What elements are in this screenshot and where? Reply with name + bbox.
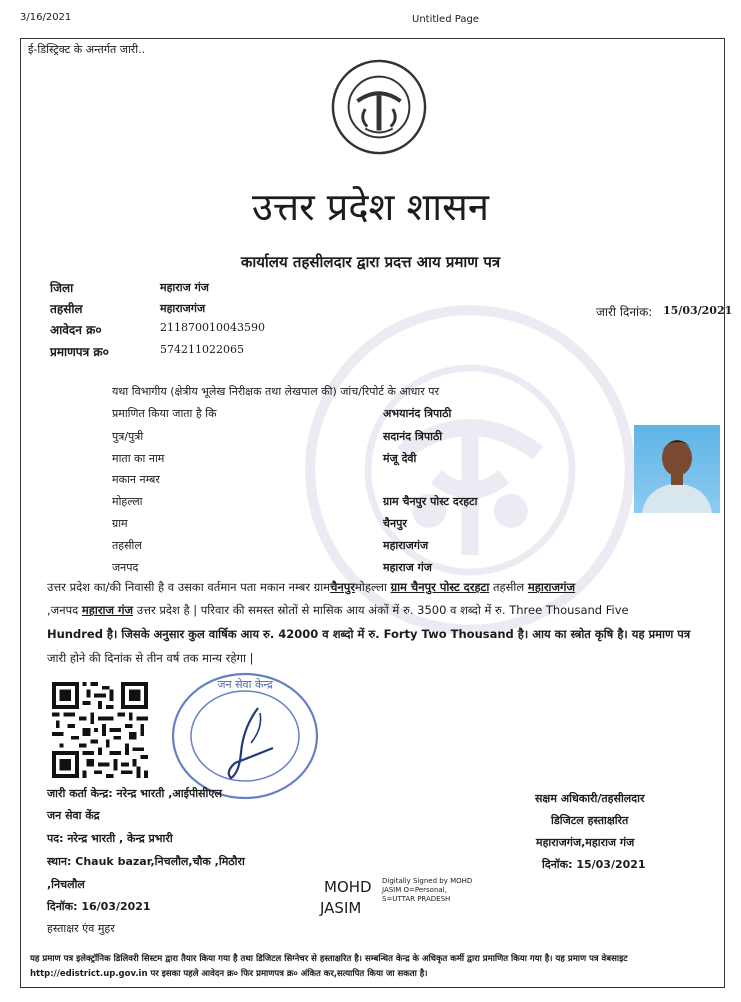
application-value: 211870010043590 <box>160 321 265 334</box>
row-value-mohalla: ग्राम चैनपुर पोस्ट दरहटा <box>383 495 478 508</box>
p2-text-a: ,जनपद <box>47 603 79 617</box>
row-label-house: मकान नम्बर <box>112 473 160 486</box>
issue-date-value: 15/03/2021 <box>663 304 733 317</box>
p1-mohalla: ग्राम चैनपुर पोस्ट दरहटा <box>390 580 490 594</box>
p2-janpad: महाराज गंज <box>81 603 134 617</box>
digital-signer-name-2: JASIM <box>320 899 362 917</box>
p2-text-c: उत्तर प्रदेश है | परिवार की समस्त स्रोतों से मासिक आय अंकों में रु. 3500 व शब्दो में रु. Three Thousand Five <box>136 603 629 617</box>
paragraph-line-3: Hundred है। जिसके अनुसार कुल वार्षिक आय रु. 42000 व शब्दो में रु. Forty Two Thousand है। आय का स्त्रोत कृषि है। यह प्रमाण पत्र <box>47 627 691 641</box>
p1-text-e: तहसील <box>492 580 525 594</box>
officer-date: दिनॉक: 15/03/2021 <box>542 858 646 871</box>
paragraph-line-1 <box>47 576 707 598</box>
row-value-village: चैनपुर <box>383 517 407 530</box>
issuer-place-2: ,निचलौल <box>47 878 85 891</box>
certificate-no-label: प्रमाणपत्र क्र० <box>50 345 109 359</box>
p1-tehsil: महाराजगंज <box>527 580 576 594</box>
intro-line-2: प्रमाणित किया जाता है कि <box>112 407 217 420</box>
government-title: उत्तर प्रदेश शासन <box>252 185 489 229</box>
tehsil-label: तहसील <box>50 302 83 316</box>
row-label-mohalla: मोहल्ला <box>112 495 143 508</box>
officer-title: सक्षम अधिकारी/तहसीलदार <box>535 792 645 805</box>
application-label: आवेदन क्र० <box>50 323 102 337</box>
intro-line-1: यथा विभागीय (क्षेत्रीय भूलेख निरीक्षक तथा लेखपाल की) जांच/रिपोर्ट के आधार पर <box>112 385 439 398</box>
applicant-photo <box>634 425 720 513</box>
digital-sign-line-3: S=UTTAR PRADESH <box>382 895 451 903</box>
row-label-mother: माता का नाम <box>112 452 165 465</box>
digital-sign-line-2: JASIM O=Personal, <box>382 886 447 894</box>
edistrict-note: ई-डिस्ट्रिक्ट के अन्तर्गत जारी.. <box>28 43 146 56</box>
seal-stamp <box>163 668 323 803</box>
row-label-janpad: जनपद <box>112 561 139 574</box>
certificate-title: कार्यालय तहसीलदार द्वारा प्रदत्त आय प्रमाण पत्र <box>240 253 501 271</box>
digital-signer-name-1: MOHD <box>324 878 372 896</box>
digitally-signed-label: डिजिटल हस्ताक्षरित <box>551 814 629 827</box>
row-value-janpad: महाराज गंज <box>383 561 432 574</box>
issuing-center: जारी कर्ता केन्द्र: नरेन्द्र भारती ,आईपीसीएल <box>47 787 222 800</box>
issuer-post: पद: नरेन्द्र भारती , केन्द्र प्रभारी <box>47 832 173 845</box>
applicant-name: अभयानंद त्रिपाठी <box>383 407 452 420</box>
digital-sign-line-1: Digitally Signed by MOHD <box>382 877 473 885</box>
up-emblem-icon <box>330 58 428 156</box>
person-photo-icon <box>634 425 720 513</box>
officer-place: महाराजगंज,महाराज गंज <box>536 836 635 849</box>
issuer-date: दिनॉक: 16/03/2021 <box>47 900 151 913</box>
stamp-text: जन सेवा केन्द्र <box>217 678 273 691</box>
p1-text-a: उत्तर प्रदेश का/की निवासी है व उसका वर्तमान पता मकान नम्बर ग्राम <box>47 580 331 594</box>
print-page-title: Untitled Page <box>412 14 479 25</box>
row-value-mother: मंजू देवी <box>383 452 417 465</box>
sign-seal-label: हस्ताक्षर एंव मुहर <box>47 922 115 935</box>
p1-text-c: मोहल्ला <box>354 580 387 594</box>
print-date: 3/16/2021 <box>20 12 72 23</box>
issuer-place-1: स्थान: Chauk bazar,निचलौल,चौक ,मिठौरा <box>47 855 245 868</box>
district-value: महाराज गंज <box>160 281 209 294</box>
row-value-tehsil: महाराजगंज <box>383 539 429 552</box>
jan-sewa-kendra: जन सेवा केंद्र <box>47 809 100 822</box>
paragraph-line-2 <box>47 599 707 621</box>
issue-date-label: जारी दिनांक: <box>596 305 653 319</box>
p1-village: चैनपुर <box>330 580 355 594</box>
paragraph-line-4: जारी होने की दिनांक से तीन वर्ष तक मान्य रहेगा | <box>47 651 254 665</box>
qr-code-icon <box>50 682 150 778</box>
row-label-tehsil: तहसील <box>112 539 142 552</box>
tehsil-value: महाराजगंज <box>160 302 206 315</box>
row-label-parent: पुत्र/पुत्री <box>112 430 144 443</box>
footer-note: यह प्रमाण पत्र इलेक्ट्रॉनिक डिलिवरी सिस्टम द्वारा तैयार किया गया है तथा डिजिटल सिग्नेचर से हस्ताक्षरित है। सम्बन्धित केन्द्र के अधिकृत कर्मी द्वारा प्रमाणित किया गया है। यह प्रमाण पत्र वेबसाइट http://edistrict.up.gov.in पर इसका पहले आवेदन क्र० फिर प्रमाणपत्र क्र० अंकित कर,सत्यापित किया जा सकता है। <box>30 954 628 979</box>
row-label-village: ग्राम <box>112 517 128 530</box>
row-value-parent: सदानंद त्रिपाठी <box>383 430 443 443</box>
district-label: जिला <box>50 281 74 295</box>
certificate-no-value: 574211022065 <box>160 343 244 356</box>
